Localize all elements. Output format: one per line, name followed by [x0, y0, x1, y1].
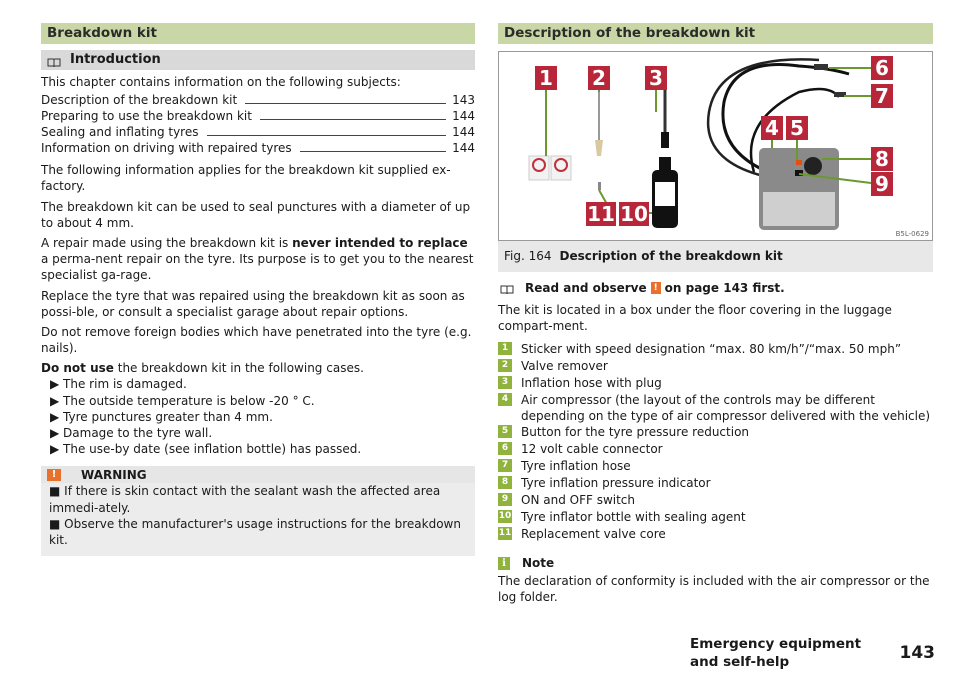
figure-caption [498, 241, 933, 272]
svg-text:10: 10 [620, 202, 648, 226]
warning-item: ■ Observe the manufacturer's usage instructions for the breakdown kit. [49, 516, 461, 547]
figure-label-8 [871, 147, 893, 171]
warning-header [41, 466, 475, 483]
do-not-use: Do not use the breakdown kit in the following cases. [41, 361, 364, 376]
warning-icon[interactable]: ! [651, 282, 661, 294]
right-column [498, 23, 933, 606]
svg-text:5: 5 [790, 116, 804, 140]
case-list [41, 376, 475, 457]
figure-label-1 [535, 66, 557, 90]
svg-text:11: 11 [587, 202, 615, 226]
list-item: ▶ The use-by date (see inflation bottle) has passed. [50, 442, 362, 457]
intro-header [41, 50, 475, 70]
figure-label-10 [619, 202, 649, 226]
warning-icon: ! [47, 469, 61, 481]
svg-text:4: 4 [765, 116, 779, 140]
list-item: 7 Tyre inflation hose [498, 458, 933, 475]
caption-number: Fig. 164 [504, 249, 552, 263]
toc [41, 92, 475, 156]
chapter-name: Emergency equipment and self-help [690, 635, 862, 670]
inflation-hose [661, 132, 669, 148]
book-icon [47, 55, 61, 65]
pressure-button [796, 160, 802, 165]
breakdown-kit-figure [498, 51, 933, 241]
toc-entry[interactable]: Sealing and inflating tyres 144 [41, 125, 475, 139]
figure-label-6 [871, 56, 893, 80]
page-number: 143 [899, 642, 935, 663]
paragraph: The following information applies for the breakdown kit supplied ex-factory. [41, 163, 451, 194]
intro-text: This chapter contains information on the following subjects: [41, 75, 401, 89]
figure-label-5 [786, 116, 808, 140]
section-title: Description of the breakdown kit [498, 23, 933, 44]
svg-text:9: 9 [875, 172, 889, 196]
info-icon: i [498, 557, 510, 570]
toc-entry[interactable]: Preparing to use the breakdown kit 144 [41, 109, 475, 123]
intro-text: The kit is located in a box under the floor covering in the luggage compart-ment. [498, 303, 892, 334]
figure-label-2 [588, 66, 610, 90]
list-item: ▶ Damage to the tyre wall. [50, 426, 213, 440]
warning-box [41, 466, 475, 556]
list-item: 5 Button for the tyre pressure reduction [498, 424, 933, 441]
figure-code: B5L-0629 [895, 230, 929, 238]
book-icon [500, 283, 514, 293]
list-item: 10 Tyre inflator bottle with sealing agent [498, 509, 746, 524]
list-item: 4 Air compressor (the layout of the controls may be different depending on the type of air compressor delivered with the vehicle) [498, 392, 933, 424]
list-item: 3 Inflation hose with plug [498, 375, 933, 392]
warning-title: WARNING [81, 467, 147, 482]
warning-item: ■ If there is skin contact with the sealant wash the affected area immedi-ately. [49, 484, 441, 515]
figure-label-11 [586, 202, 616, 226]
pressure-gauge [804, 157, 822, 175]
note-text: The declaration of conformity is included with the air compressor or the log folder. [498, 574, 930, 605]
list-item: ▶ The outside temperature is below -20 ° C. [50, 393, 315, 408]
note-header: i Note [498, 555, 933, 571]
svg-text:6: 6 [875, 56, 889, 80]
svg-text:8: 8 [875, 147, 889, 171]
list-item: 8 Tyre inflation pressure indicator [498, 475, 933, 492]
read-observe: Read and observe ! on page 143 first. [498, 280, 933, 296]
toc-entry[interactable]: Information on driving with repaired tyres 144 [41, 141, 475, 155]
paragraph: Replace the tyre that was repaired using the breakdown kit as soon as possi-ble, or consult a specialist garage about repair options. [41, 288, 465, 319]
svg-text:2: 2 [592, 66, 606, 90]
list-item: 1 Sticker with speed designation “max. 80 km/h”/“max. 50 mph” [498, 341, 933, 358]
page-footer [690, 635, 935, 670]
list-item: ▶ Tyre punctures greater than 4 mm. [50, 409, 273, 424]
list-item: 2 Valve remover [498, 358, 933, 375]
list-item: ▶ The rim is damaged. [50, 377, 187, 392]
paragraph: The breakdown kit can be used to seal punctures with a diameter of up to about 4 mm. [41, 199, 471, 230]
figure-label-9 [871, 172, 893, 196]
intro-title: Introduction [70, 52, 161, 67]
figure-illustration [499, 52, 933, 240]
svg-text:7: 7 [875, 84, 889, 108]
svg-text:3: 3 [649, 66, 663, 90]
figure-label-7 [871, 84, 893, 108]
list-item: 11 Replacement valve core [498, 526, 666, 541]
caption-text: Description of the breakdown kit [559, 249, 783, 263]
list-item: 9 ON and OFF switch [498, 492, 933, 509]
valve-core [598, 182, 601, 190]
svg-text:1: 1 [539, 66, 553, 90]
section-title: Breakdown kit [41, 23, 475, 44]
paragraph: A repair made using the breakdown kit is never intended to replace a perma-nent repair on the tyre. Its purpose is to get you to the nearest specialist ga-rage. [41, 235, 474, 283]
paragraph: Do not remove foreign bodies which have penetrated into the tyre (e.g. nails). [41, 324, 472, 356]
component-list [498, 341, 933, 543]
left-column [41, 23, 475, 556]
list-item: 6 12 volt cable connector [498, 441, 933, 458]
valve-remover [595, 140, 603, 156]
toc-entry[interactable]: Description of the breakdown kit 143 [41, 93, 475, 107]
figure-label-3 [645, 66, 667, 90]
figure-label-4 [761, 116, 783, 140]
